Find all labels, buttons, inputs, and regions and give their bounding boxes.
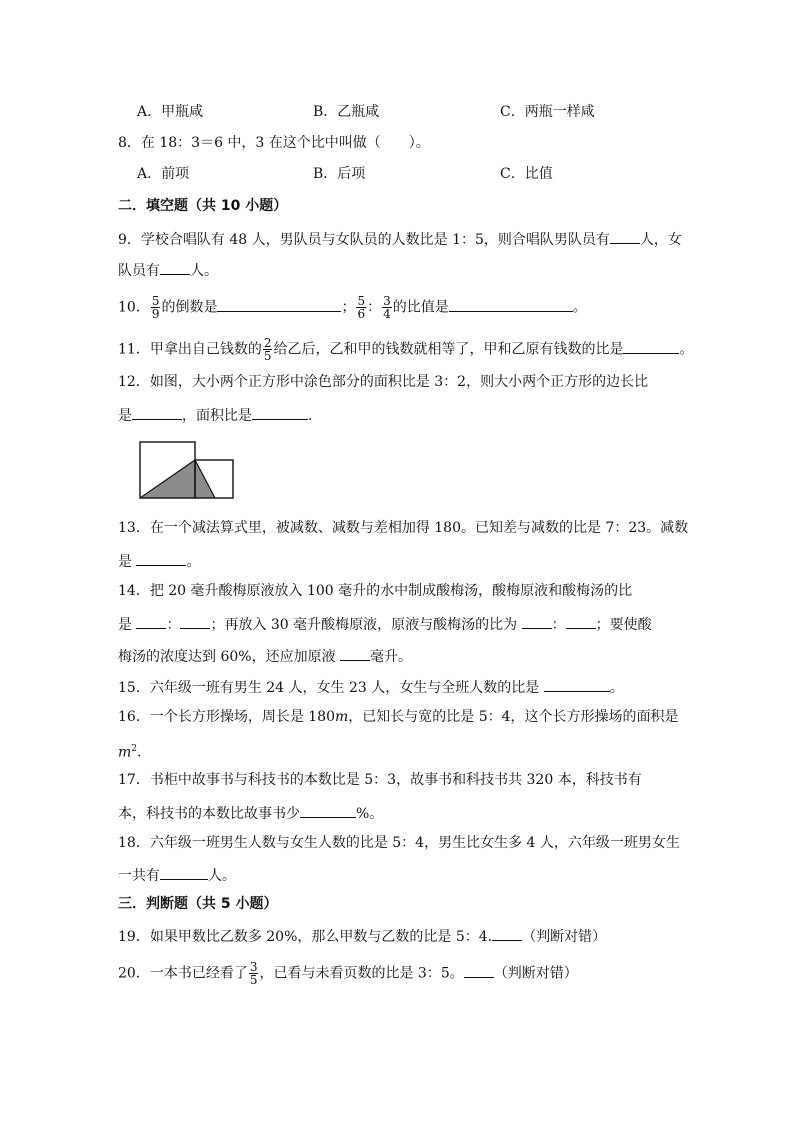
q9-blank-female[interactable] (160, 260, 190, 275)
q10-fraction-3: $\frac{3}{4}$ (383, 294, 391, 321)
q14-line2: 是 ： ；再放入 30 毫升酸梅原液，原液与酸梅汤的比为 ： ；要使酸 (118, 614, 652, 634)
q12-line1: 12．如图，大小两个正方形中涂色部分的面积比是 3：2，则大小两个正方形的边长比 (118, 374, 649, 390)
q14-line1: 14．把 20 毫升酸梅原液放入 100 毫升的水中制成酸梅汤，酸梅原液和酸梅汤的比 (118, 583, 633, 599)
q14-blank-2[interactable] (180, 614, 210, 629)
q9-line2: 队员有 人。 (118, 260, 218, 280)
q8-option-a: A．前项 (137, 166, 190, 182)
q14-blank-1[interactable] (136, 614, 166, 629)
q15-blank[interactable] (544, 677, 610, 692)
q15-line: 15．六年级一班有男生 24 人，女生 23 人，女生与全班人数的比是 。 (118, 677, 624, 697)
q20-line: 20．一本书已经看了 $\frac{3}{5}$ ，已看与未看页数的比是 3：5。 （判断对错） (118, 960, 578, 987)
q17-line2: 本，科技书的本数比故事书少 %。 (118, 803, 383, 823)
q11-blank[interactable] (623, 339, 679, 354)
q16-line2: $m^2$. (118, 744, 142, 761)
q7-option-a: A．甲瓶咸 (137, 104, 204, 120)
q12-blank-side-ratio[interactable] (132, 405, 182, 420)
q10-blank-ratio[interactable] (449, 297, 573, 312)
q19-blank[interactable] (492, 926, 522, 941)
q10-line: 10． $\frac{5}{9}$ 的倒数是 ； $\frac{5}{6}$ ： $\frac{3}{4}$ 的比值是 。 (118, 294, 587, 321)
q10-fraction-2: $\frac{5}{6}$ (357, 294, 366, 321)
q8-option-c: C．比值 (500, 166, 553, 182)
q17-line1: 17．书柜中故事书与科技书的本数比是 5：3，故事书和科技书共 320 本，科技书有 (118, 772, 642, 788)
q20-blank[interactable] (464, 963, 494, 978)
q14-line3: 梅汤的浓度达到 60%，还应加原液 毫升。 (118, 646, 412, 666)
q10-fraction-1: $\frac{5}{9}$ (151, 294, 160, 321)
q19-line: 19．如果甲数比乙数多 20%，那么甲数与乙数的比是 5：4. （判断对错） (118, 926, 606, 946)
q12-line2: 是 ，面积比是 . (118, 405, 312, 425)
q11-fraction: $\frac{2}{5}$ (263, 336, 272, 363)
q7-option-c: C．两瓶一样咸 (500, 104, 595, 120)
q13-line1: 13．在一个减法算式里，被减数、减数与差相加得 180。已知差与减数的比是 7：23。减数 (118, 520, 689, 536)
q14-blank-3[interactable] (522, 614, 552, 629)
q10-blank-reciprocal[interactable] (217, 297, 341, 312)
q8-option-b: B．后项 (313, 166, 366, 182)
q9-blank-male[interactable] (610, 229, 640, 244)
q14-blank-4[interactable] (566, 614, 596, 629)
q14-blank-5[interactable] (340, 646, 370, 661)
section-true-false-title: 三．判断题（共 5 小题） (118, 896, 278, 912)
q18-line1: 18．六年级一班男生人数与女生人数的比是 5：4，男生比女生多 4 人，六年级一班男女生 (118, 835, 680, 851)
q18-line2: 一共有 人。 (118, 865, 236, 885)
q9-line1: 9．学校合唱队有 48 人，男队员与女队员的人数比是 1：5，则合唱队男队员有 人，女 (118, 229, 682, 249)
section-fill-in-title: 二．填空题（共 10 小题） (118, 198, 288, 214)
two-squares-figure (139, 441, 235, 499)
q7-option-b: B．乙瓶咸 (313, 104, 380, 120)
q11-line: 11．甲拿出自己钱数的 $\frac{2}{5}$ 给乙后，乙和甲的钱数就相等了，甲和乙原有钱数的比是 。 (118, 336, 694, 363)
q17-blank[interactable] (300, 803, 356, 818)
q8-question: 8．在 18：3＝6 中，3 在这个比中叫做（ ）。 (118, 135, 430, 151)
q18-blank[interactable] (160, 865, 208, 880)
q13-blank[interactable] (136, 551, 186, 566)
q20-fraction: $\frac{3}{5}$ (249, 960, 258, 987)
q12-blank-area-ratio[interactable] (252, 405, 308, 420)
q13-line2: 是 。 (118, 551, 200, 571)
q16-line1: 16．一个长方形操场，周长是 180m，已知长与宽的比是 5：4，这个长方形操场的面积是 (118, 709, 679, 725)
